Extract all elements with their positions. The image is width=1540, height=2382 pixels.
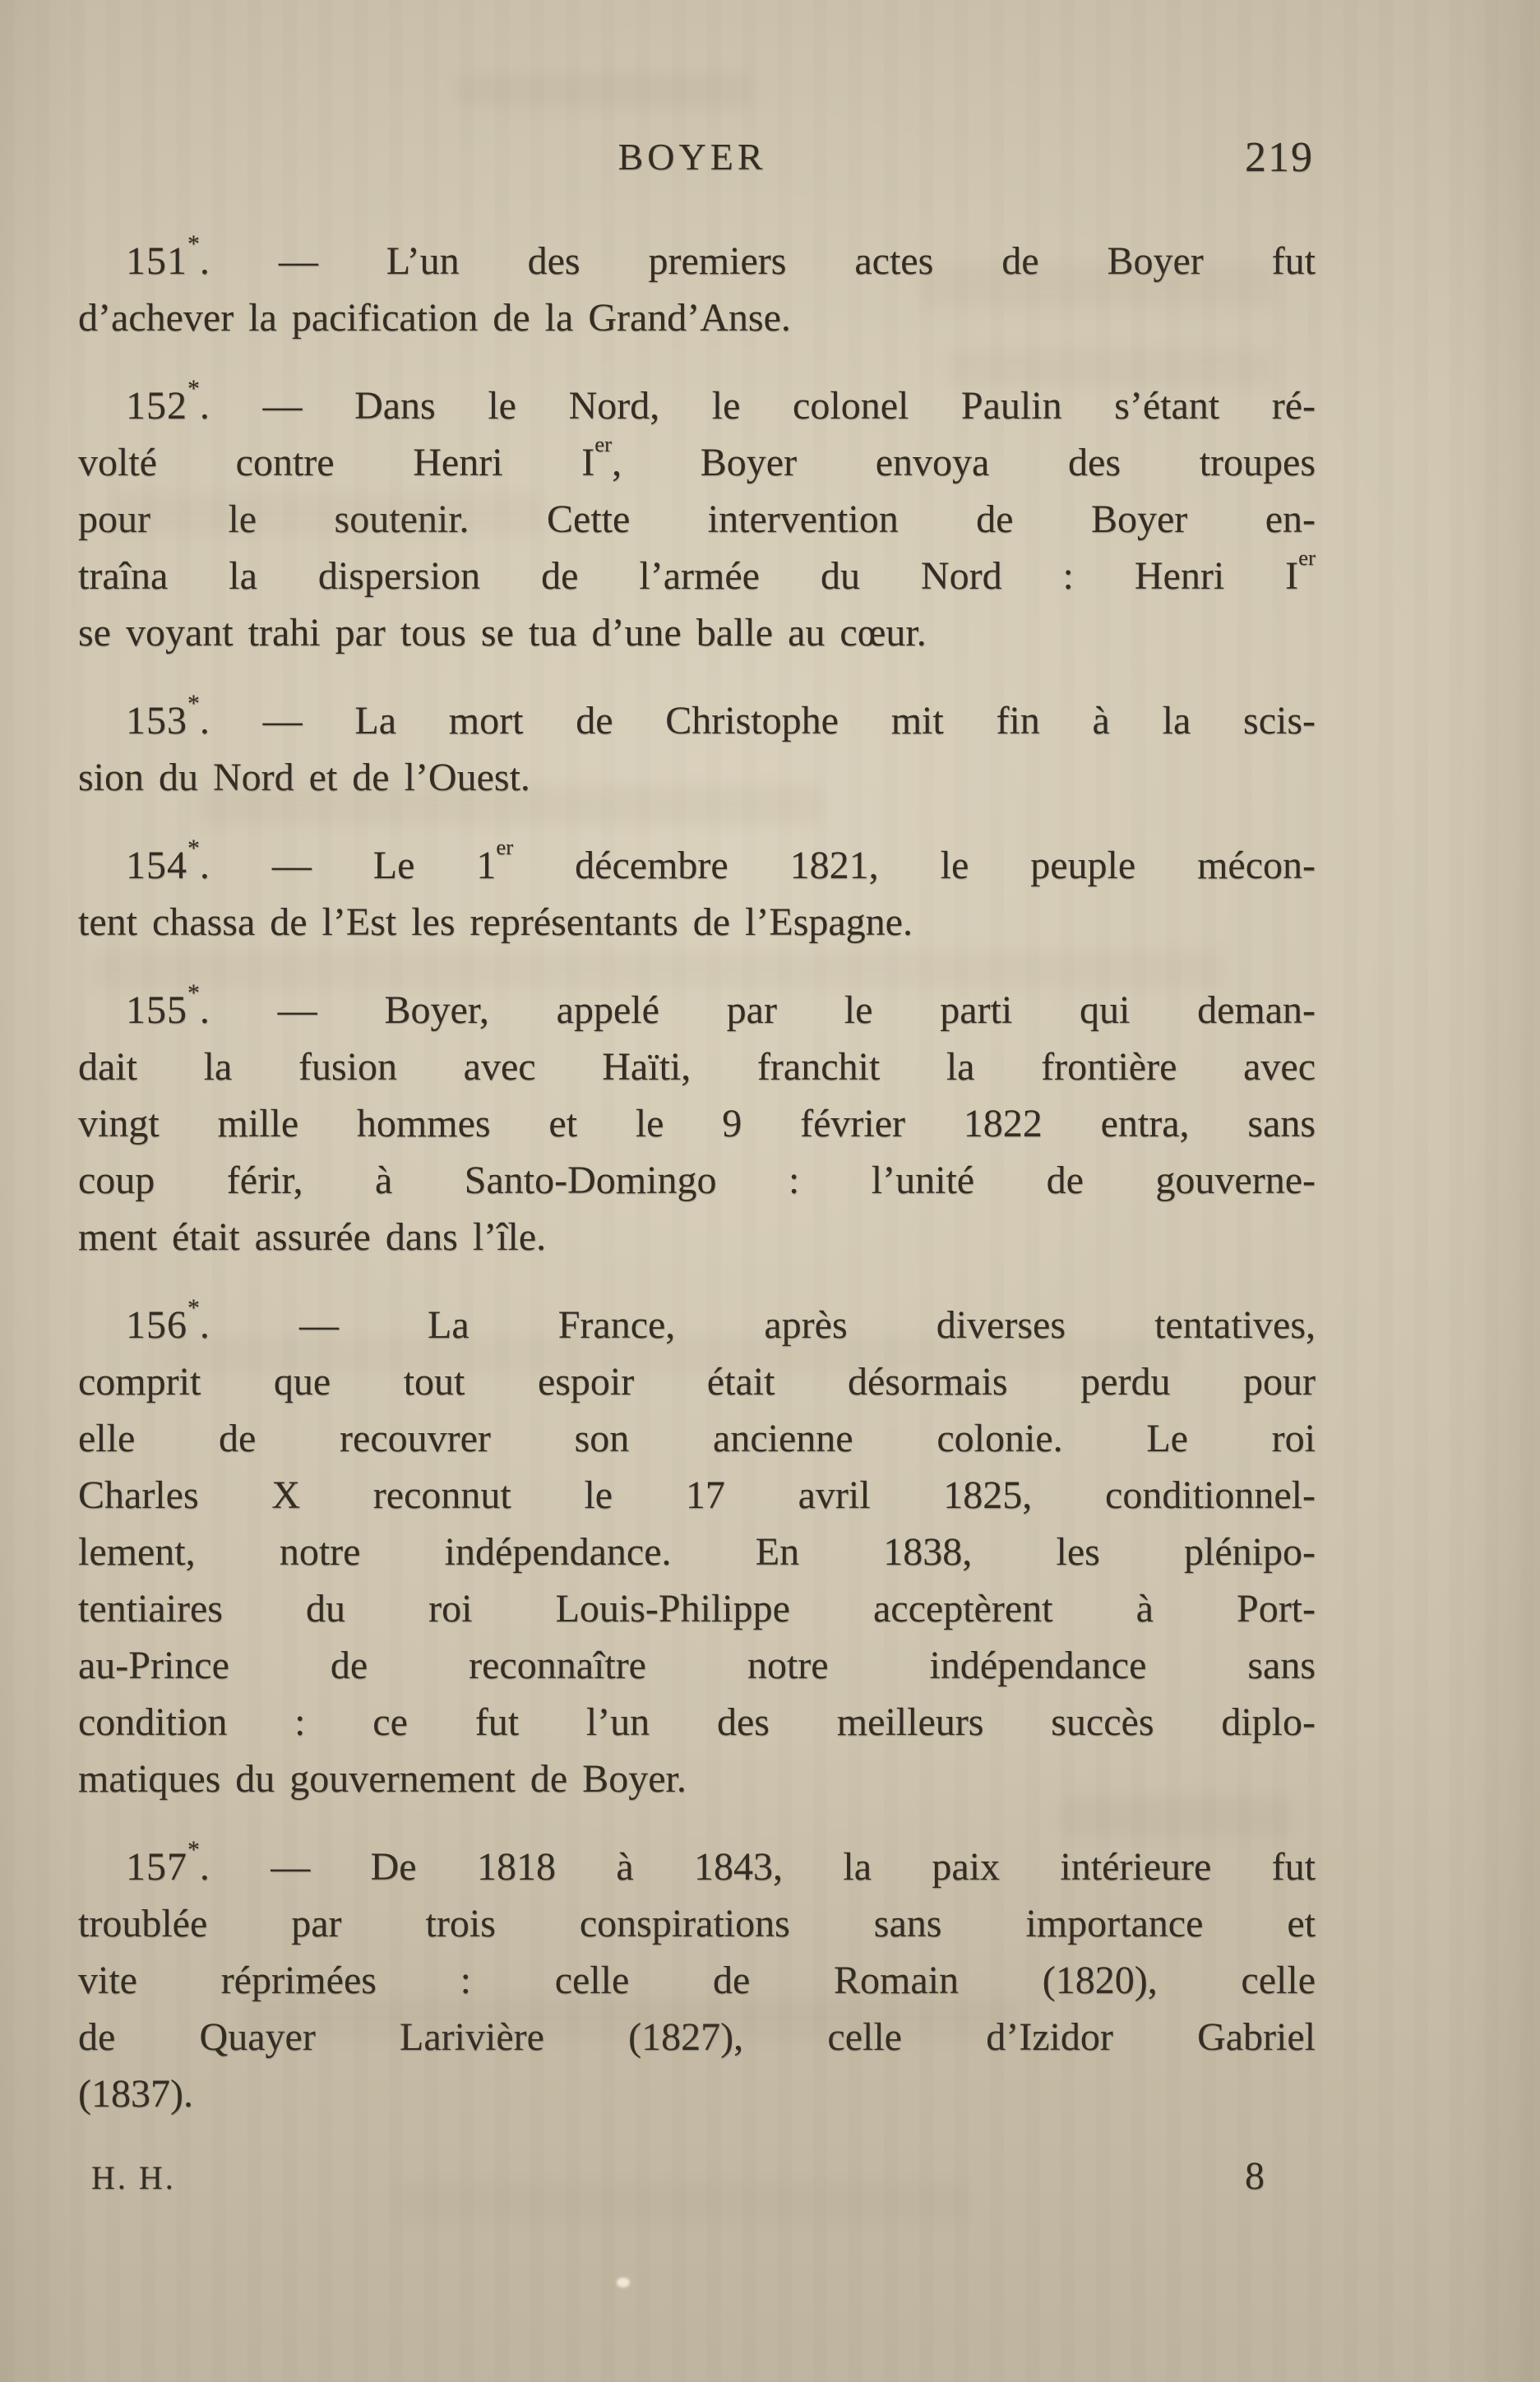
paragraph: [78, 978, 1316, 1265]
page-header: [78, 134, 1316, 181]
text-line: vite réprimées : celle de Romain (1820), celle: [78, 1959, 1316, 2002]
text-line: vingt mille hommes et le 9 février 1822 entra, sans: [78, 1102, 1316, 1145]
footnote-star: *: [187, 689, 200, 717]
item-number: 152*.: [126, 374, 210, 428]
text-line: coup férir, à Santo-Domingo : l’unité de gouverne-: [78, 1159, 1316, 1202]
page-number: 219: [1245, 134, 1314, 181]
text-line: troublée par trois conspirations sans importance et: [78, 1902, 1316, 1945]
text-line: lement, notre indépendance. En 1838, les plénipo-: [78, 1530, 1316, 1574]
text-line: se voyant trahi par tous se tua d’une balle au cœur.: [78, 611, 927, 654]
sheet-number: 8: [1245, 2154, 1265, 2198]
text-line: 156*. — La France, après diverses tentatives,: [126, 1293, 1316, 1347]
item-number: 157*.: [126, 1835, 210, 1889]
author-signature: H. H.: [91, 2159, 176, 2196]
paragraph: [78, 1293, 1316, 1807]
footnote-star: *: [187, 1293, 200, 1321]
item-number: 151*.: [126, 229, 210, 283]
footnote-star: *: [187, 374, 200, 402]
superscript: er: [594, 431, 613, 456]
superscript: er: [496, 834, 514, 859]
text-line: tent chassa de l’Est les représentants de l’Espagne.: [78, 900, 913, 944]
paper-speck: [617, 2278, 630, 2287]
text-line: 152*. — Dans le Nord, le colonel Paulin s’étant ré-: [126, 374, 1316, 428]
text-line: 155*. — Boyer, appelé par le parti qui deman-: [126, 978, 1316, 1032]
text-line: comprit que tout espoir était désormais perdu pour: [78, 1360, 1316, 1404]
paragraph: [78, 1835, 1316, 2122]
paragraph: [78, 834, 1316, 950]
running-title: BOYER: [617, 136, 767, 178]
item-number: 154*.: [126, 834, 210, 887]
content: [78, 229, 1316, 2122]
text-line: condition : ce fut l’un des meilleurs succès diplo-: [78, 1700, 1316, 1744]
bleedthrough-artifact: [456, 74, 752, 107]
text-line: elle de recouvrer son ancienne colonie. Le roi: [78, 1417, 1316, 1460]
text-line: sion du Nord et de l’Ouest.: [78, 756, 530, 799]
item-number: 155*.: [126, 978, 210, 1032]
text-line: matiques du gouvernement de Boyer.: [78, 1757, 687, 1801]
text-line: d’achever la pacification de la Grand’Anse.: [78, 296, 791, 340]
paragraph: [78, 229, 1316, 346]
paragraph: [78, 374, 1316, 661]
text-line: 157*. — De 1818 à 1843, la paix intérieure fut: [126, 1835, 1316, 1889]
text-line: au-Prince de reconnaître notre indépendance sans: [78, 1644, 1316, 1687]
text-line: tentiaires du roi Louis-Philippe acceptèrent à Port-: [78, 1587, 1316, 1630]
text-line: 151*. — L’un des premiers actes de Boyer fut: [126, 229, 1316, 283]
page-footer: [78, 2153, 1316, 2199]
item-number: 153*.: [126, 689, 210, 742]
text-line: 153*. — La mort de Christophe mit fin à la scis-: [126, 689, 1316, 742]
paragraph: [78, 689, 1316, 806]
text-line: 154*. — Le 1er décembre 1821, le peuple mécon-: [126, 834, 1316, 887]
text-line: traîna la dispersion de l’armée du Nord : Henri Ier: [78, 544, 1316, 598]
text-line: dait la fusion avec Haïti, franchit la frontière avec: [78, 1045, 1316, 1089]
footnote-star: *: [187, 1835, 200, 1863]
footnote-star: *: [187, 978, 200, 1006]
text-line: (1837).: [78, 2072, 193, 2116]
footnote-star: *: [187, 229, 200, 257]
text-line: volté contre Henri Ier, Boyer envoya des troupes: [78, 431, 1316, 484]
text-line: ment était assurée dans l’île.: [78, 1215, 547, 1259]
text-line: Charles X reconnut le 17 avril 1825, conditionnel-: [78, 1473, 1316, 1517]
footnote-star: *: [187, 834, 200, 862]
item-number: 156*.: [126, 1293, 210, 1347]
text-line: pour le soutenir. Cette intervention de Boyer en-: [78, 497, 1316, 541]
text-line: de Quayer Larivière (1827), celle d’Izidor Gabriel: [78, 2015, 1316, 2059]
superscript: er: [1298, 544, 1316, 570]
